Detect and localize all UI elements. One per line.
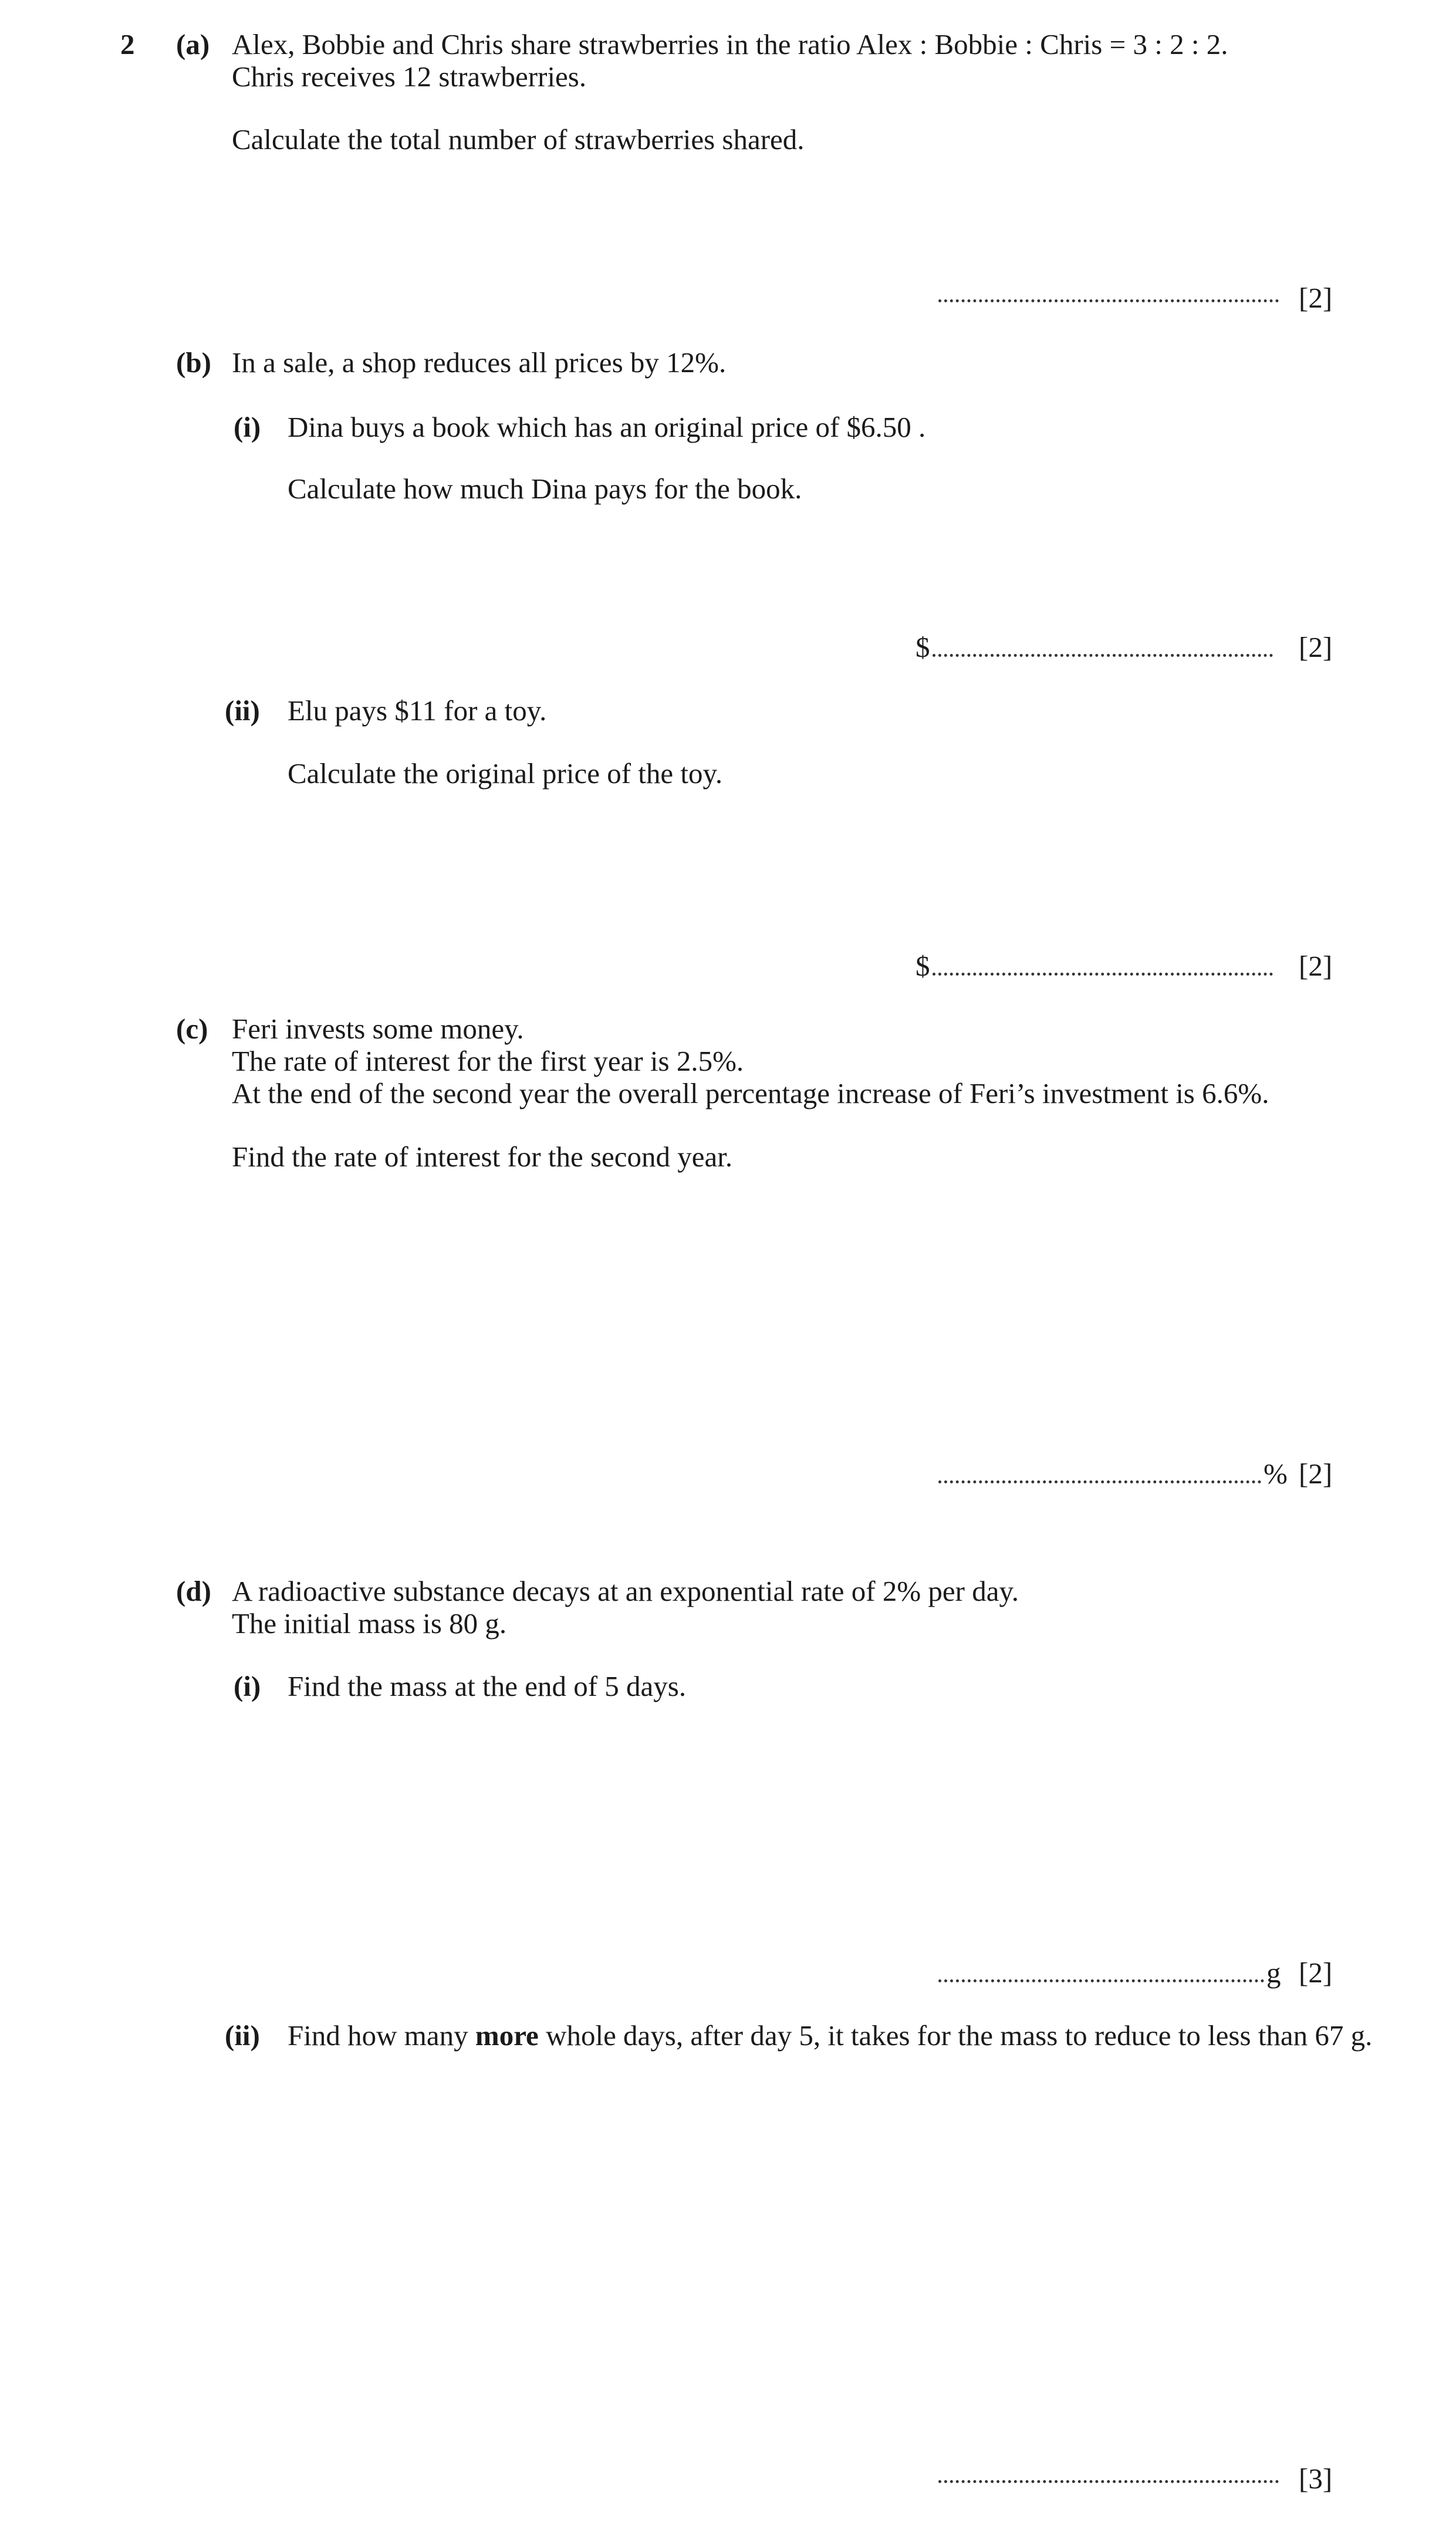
answer-dots bbox=[938, 1962, 1264, 1982]
part-d-line1: A radioactive substance decays at an exponential rate of 2% per day. bbox=[232, 1575, 1019, 1607]
part-b-ii-answer-line[interactable] bbox=[916, 950, 1275, 982]
part-c-prompt: Find the rate of interest for the second year. bbox=[232, 1141, 733, 1173]
grams-suffix: g bbox=[1266, 1956, 1281, 1989]
prompt-text-before: Find how many bbox=[288, 2019, 475, 2052]
dollar-prefix: $ bbox=[916, 950, 930, 982]
part-c-marks: [2] bbox=[1299, 1458, 1333, 1490]
part-a-label: (a) bbox=[176, 28, 210, 60]
part-d-i-marks: [2] bbox=[1299, 1956, 1333, 1989]
answer-dots bbox=[938, 1463, 1261, 1483]
part-b-intro: In a sale, a shop reduces all prices by 12%. bbox=[232, 346, 727, 379]
answer-dots bbox=[938, 282, 1279, 302]
part-a-given-text: Chris receives 12 strawberries. bbox=[232, 60, 587, 93]
part-a-answer-line[interactable] bbox=[936, 282, 1281, 302]
part-d-ii-answer-line[interactable] bbox=[936, 2462, 1281, 2483]
answer-dots bbox=[933, 955, 1273, 976]
part-d-line2: The initial mass is 80 g. bbox=[232, 1607, 507, 1640]
part-b-i-label: (i) bbox=[234, 411, 261, 443]
part-c-answer-line[interactable] bbox=[936, 1458, 1288, 1490]
part-d-i-prompt: Find the mass at the end of 5 days. bbox=[288, 1670, 687, 1702]
dollar-prefix: $ bbox=[916, 631, 930, 663]
part-b-i-prompt: Calculate how much Dina pays for the book. bbox=[288, 473, 802, 505]
part-c-line3: At the end of the second year the overall percentage increase of Feri’s investment is 6.6%. bbox=[232, 1077, 1269, 1109]
answer-dots bbox=[933, 636, 1273, 657]
part-d-ii-prompt bbox=[288, 2019, 1372, 2052]
part-d-i-answer-line[interactable] bbox=[936, 1956, 1281, 1989]
part-a-ratio-text: Alex, Bobbie and Chris share strawberries in the ratio Alex : Bobbie : Chris = 3 : 2 : 2. bbox=[232, 28, 1228, 60]
part-c-line2: The rate of interest for the first year is 2.5%. bbox=[232, 1045, 744, 1077]
question-number: 2 bbox=[120, 28, 135, 60]
answer-dots bbox=[938, 2462, 1279, 2483]
part-c-line1: Feri invests some money. bbox=[232, 1013, 524, 1045]
part-d-ii-marks: [3] bbox=[1299, 2462, 1333, 2495]
part-b-i-answer-line[interactable] bbox=[916, 631, 1275, 663]
part-a-prompt: Calculate the total number of strawberries shared. bbox=[232, 123, 805, 156]
emphasis-more: more bbox=[475, 2019, 539, 2052]
part-d-label: (d) bbox=[176, 1575, 211, 1607]
part-b-ii-marks: [2] bbox=[1299, 950, 1333, 982]
part-c-label: (c) bbox=[176, 1013, 208, 1045]
part-a-marks: [2] bbox=[1299, 282, 1333, 314]
part-b-i-text: Dina buys a book which has an original price of $6.50 . bbox=[288, 411, 926, 443]
prompt-text-after: whole days, after day 5, it takes for the mass to reduce to less than 67 g. bbox=[538, 2019, 1373, 2052]
percent-suffix: % bbox=[1264, 1458, 1288, 1490]
part-b-ii-prompt: Calculate the original price of the toy. bbox=[288, 757, 723, 790]
part-b-ii-label: (ii) bbox=[225, 694, 260, 727]
part-d-ii-label: (ii) bbox=[225, 2019, 260, 2052]
part-d-i-label: (i) bbox=[234, 1670, 261, 1702]
part-b-label: (b) bbox=[176, 346, 211, 379]
part-b-i-marks: [2] bbox=[1299, 631, 1333, 663]
part-b-ii-text: Elu pays $11 for a toy. bbox=[288, 694, 547, 727]
